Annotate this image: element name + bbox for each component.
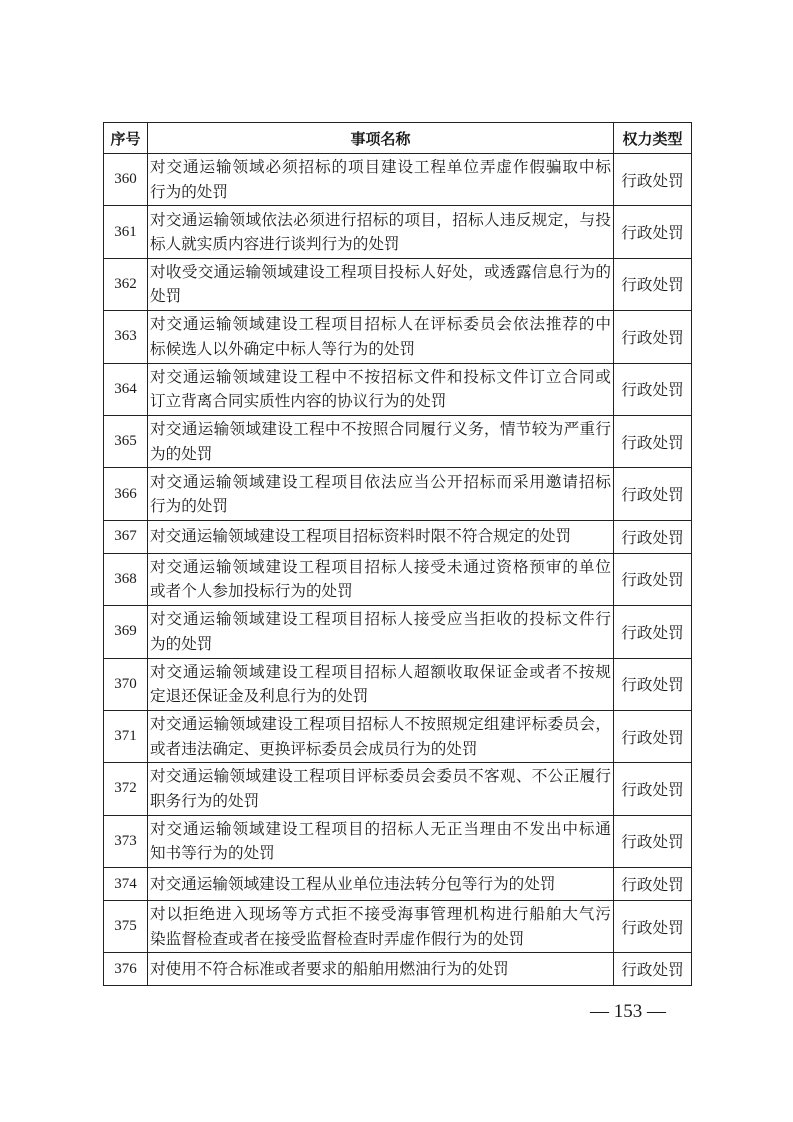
power-type: 行政处罚 bbox=[614, 658, 692, 710]
power-type: 行政处罚 bbox=[614, 154, 692, 206]
table-row bbox=[104, 953, 692, 986]
item-name-line: 对交通运输领域建设工程项目招标人不按照规定组建评标委员会， bbox=[150, 715, 611, 734]
table-row bbox=[104, 763, 692, 815]
item-name bbox=[148, 763, 614, 815]
item-name bbox=[148, 658, 614, 710]
power-type: 行政处罚 bbox=[614, 606, 692, 658]
power-type: 行政处罚 bbox=[614, 710, 692, 762]
item-name-line: 对交通运输领域依法必须进行招标的项目，招标人违反规定，与投 bbox=[150, 210, 611, 229]
power-type: 行政处罚 bbox=[614, 520, 692, 553]
item-name bbox=[148, 520, 614, 553]
serial-number: 361 bbox=[104, 206, 148, 258]
table-row bbox=[104, 815, 692, 867]
power-type: 行政处罚 bbox=[614, 258, 692, 310]
table-header-row bbox=[104, 123, 692, 154]
item-name-line: 职务行为的处罚 bbox=[150, 791, 260, 810]
item-name-line: 对交通运输领域建设工程项目的招标人无正当理由不发出中标通 bbox=[150, 819, 611, 838]
item-name bbox=[148, 606, 614, 658]
item-name bbox=[148, 868, 614, 901]
serial-number: 364 bbox=[104, 363, 148, 415]
item-name-line: 行为的处罚 bbox=[150, 497, 228, 516]
table-row bbox=[104, 553, 692, 605]
item-name-line: 对交通运输领域建设工程项目依法应当公开招标而采用邀请招标 bbox=[150, 472, 611, 491]
item-name-line: 对交通运输领域建设工程从业单位违法转分包等行为的处罚 bbox=[150, 874, 556, 893]
power-type: 行政处罚 bbox=[614, 553, 692, 605]
serial-number: 374 bbox=[104, 868, 148, 901]
item-name bbox=[148, 311, 614, 363]
header-power-type: 权力类型 bbox=[614, 123, 692, 154]
item-name-line: 行为的处罚 bbox=[150, 182, 228, 201]
power-type: 行政处罚 bbox=[614, 311, 692, 363]
table-row bbox=[104, 363, 692, 415]
item-name bbox=[148, 415, 614, 467]
serial-number: 362 bbox=[104, 258, 148, 310]
item-name-line: 处罚 bbox=[150, 287, 182, 306]
item-name-line: 对交通运输领域建设工程项目招标人在评标委员会依法推荐的中 bbox=[150, 315, 611, 334]
power-type: 行政处罚 bbox=[614, 763, 692, 815]
item-name bbox=[148, 901, 614, 953]
power-type: 行政处罚 bbox=[614, 206, 692, 258]
table-row bbox=[104, 311, 692, 363]
item-name bbox=[148, 815, 614, 867]
item-name bbox=[148, 154, 614, 206]
serial-number: 363 bbox=[104, 311, 148, 363]
power-type: 行政处罚 bbox=[614, 868, 692, 901]
power-type: 行政处罚 bbox=[614, 901, 692, 953]
item-name-line: 为的处罚 bbox=[150, 634, 213, 653]
header-serial: 序号 bbox=[104, 123, 148, 154]
item-name-line: 对交通运输领域建设工程中不按照合同履行义务，情节较为严重行 bbox=[150, 420, 611, 439]
table-row bbox=[104, 520, 692, 553]
item-name bbox=[148, 953, 614, 986]
table-row bbox=[104, 154, 692, 206]
item-name bbox=[148, 258, 614, 310]
serial-number: 370 bbox=[104, 658, 148, 710]
item-name bbox=[148, 710, 614, 762]
table-row bbox=[104, 415, 692, 467]
table-row bbox=[104, 658, 692, 710]
item-name-line: 为的处罚 bbox=[150, 444, 213, 463]
table-row bbox=[104, 606, 692, 658]
item-name-line: 对交通运输领域必须招标的项目建设工程单位弄虚作假骗取中标 bbox=[150, 158, 611, 177]
item-name-line: 对以拒绝进入现场等方式拒不接受海事管理机构进行船舶大气污 bbox=[150, 905, 611, 924]
serial-number: 376 bbox=[104, 953, 148, 986]
page-number: — 153 — bbox=[590, 1001, 666, 1022]
power-type: 行政处罚 bbox=[614, 815, 692, 867]
item-name-line: 对交通运输领域建设工程项目评标委员会委员不客观、不公正履行 bbox=[150, 767, 611, 786]
serial-number: 368 bbox=[104, 553, 148, 605]
power-type: 行政处罚 bbox=[614, 415, 692, 467]
item-name-line: 对交通运输领域建设工程项目招标人接受未通过资格预审的单位 bbox=[150, 557, 611, 576]
table-row bbox=[104, 258, 692, 310]
item-name bbox=[148, 363, 614, 415]
serial-number: 365 bbox=[104, 415, 148, 467]
item-name-line: 对交通运输领域建设工程项目招标人接受应当拒收的投标文件行 bbox=[150, 610, 611, 629]
item-name-line: 或者违法确定、更换评标委员会成员行为的处罚 bbox=[150, 739, 478, 758]
table-row bbox=[104, 868, 692, 901]
item-name-line: 对交通运输领域建设工程项目招标人超额收取保证金或者不按规 bbox=[150, 662, 611, 681]
serial-number: 373 bbox=[104, 815, 148, 867]
header-item-name: 事项名称 bbox=[148, 123, 614, 154]
power-type: 行政处罚 bbox=[614, 363, 692, 415]
item-name bbox=[148, 553, 614, 605]
item-name-line: 或者个人参加投标行为的处罚 bbox=[150, 582, 353, 601]
serial-number: 371 bbox=[104, 710, 148, 762]
power-type: 行政处罚 bbox=[614, 953, 692, 986]
item-name-line: 知书等行为的处罚 bbox=[150, 844, 275, 863]
item-name-line: 定退还保证金及利息行为的处罚 bbox=[150, 687, 369, 706]
item-name-line: 对使用不符合标准或者要求的船舶用燃油行为的处罚 bbox=[150, 960, 509, 979]
item-name bbox=[148, 206, 614, 258]
item-name-line: 标候选人以外确定中标人等行为的处罚 bbox=[150, 339, 416, 358]
item-name-line: 染监督检查或者在接受监督检查时弄虚作假行为的处罚 bbox=[150, 929, 525, 948]
power-type: 行政处罚 bbox=[614, 468, 692, 520]
item-name-line: 对收受交通运输领域建设工程项目投标人好处，或透露信息行为的 bbox=[150, 262, 611, 281]
serial-number: 360 bbox=[104, 154, 148, 206]
item-name-line: 对交通运输领域建设工程项目招标资料时限不符合规定的处罚 bbox=[150, 527, 572, 546]
table-row bbox=[104, 468, 692, 520]
item-name-line: 对交通运输领域建设工程中不按招标文件和投标文件订立合同或 bbox=[150, 367, 611, 386]
serial-number: 372 bbox=[104, 763, 148, 815]
item-name-line: 标人就实质内容进行谈判行为的处罚 bbox=[150, 235, 400, 254]
item-name bbox=[148, 468, 614, 520]
item-name-line: 订立背离合同实质性内容的协议行为的处罚 bbox=[150, 392, 447, 411]
serial-number: 366 bbox=[104, 468, 148, 520]
serial-number: 375 bbox=[104, 901, 148, 953]
table-row bbox=[104, 206, 692, 258]
serial-number: 369 bbox=[104, 606, 148, 658]
items-table bbox=[103, 122, 692, 986]
serial-number: 367 bbox=[104, 520, 148, 553]
table-row bbox=[104, 901, 692, 953]
table-row bbox=[104, 710, 692, 762]
